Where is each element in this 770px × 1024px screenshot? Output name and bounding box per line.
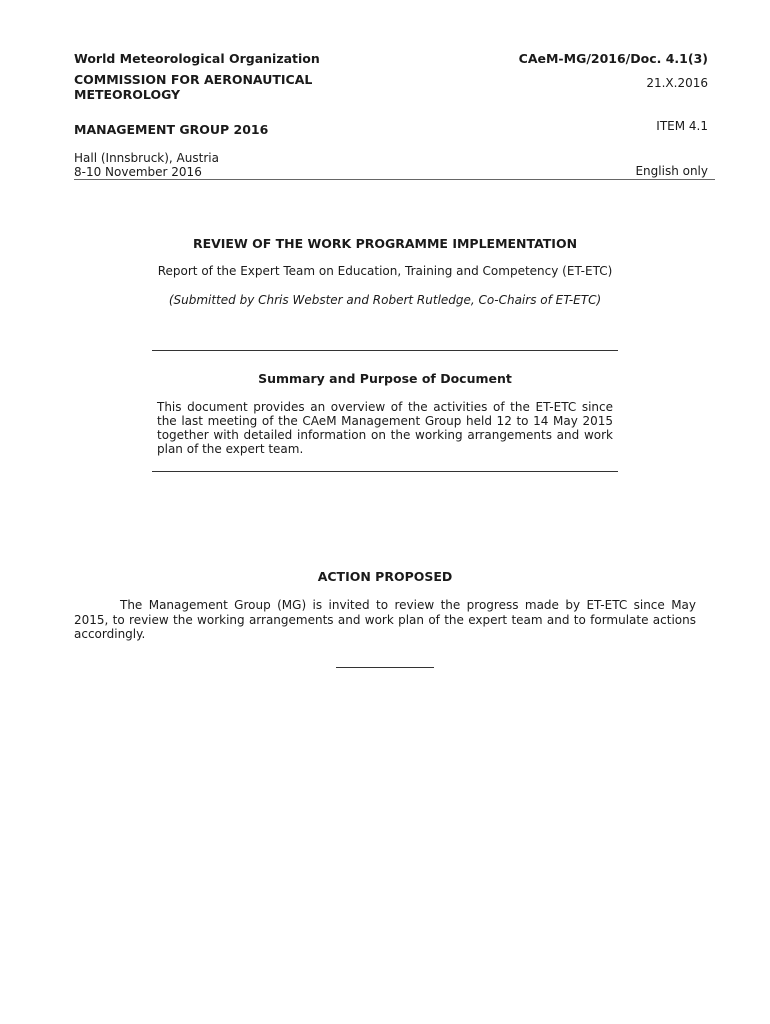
action-text: The Management Group (MG) is invited to review the progress made by ET-ETC since May 2015, to review the working arrangements and work plan of the expert team and to formulate actions accordingly.: [74, 598, 696, 641]
document-subtitle: Report of the Expert Team on Education, Training and Competency (ET-ETC): [157, 264, 613, 278]
summary-text: This document provides an overview of the activities of the ET-ETC since the last meeting of the CAeM Management Group held 12 to 14 May 2015 together with detailed information on the working arrangements and work plan of the expert team.: [157, 400, 613, 456]
organization-name: World Meteorological Organization: [74, 51, 320, 66]
commission-name: COMMISSION FOR AERONAUTICAL METEOROLOGY: [74, 72, 313, 102]
summary-heading: Summary and Purpose of Document: [258, 371, 512, 386]
document-reference: CAeM-MG/2016/Doc. 4.1(3): [518, 51, 708, 66]
agenda-item: ITEM 4.1: [656, 119, 708, 133]
end-divider: [336, 667, 434, 668]
summary-box: [152, 350, 618, 472]
action-heading: ACTION PROPOSED: [317, 569, 453, 584]
venue-location: Hall (Innsbruck), Austria: [74, 151, 219, 165]
submitted-by: (Submitted by Chris Webster and Robert Rutledge, Co-Chairs of ET-ETC): [168, 293, 602, 307]
meeting-venue: [74, 151, 219, 179]
document-date: 21.X.2016: [646, 76, 708, 90]
venue-dates: 8-10 November 2016: [74, 165, 202, 179]
header-divider: [74, 179, 715, 180]
document-title: REVIEW OF THE WORK PROGRAMME IMPLEMENTATION: [192, 236, 578, 251]
management-group: MANAGEMENT GROUP 2016: [74, 122, 269, 137]
language-note: English only: [635, 164, 708, 178]
